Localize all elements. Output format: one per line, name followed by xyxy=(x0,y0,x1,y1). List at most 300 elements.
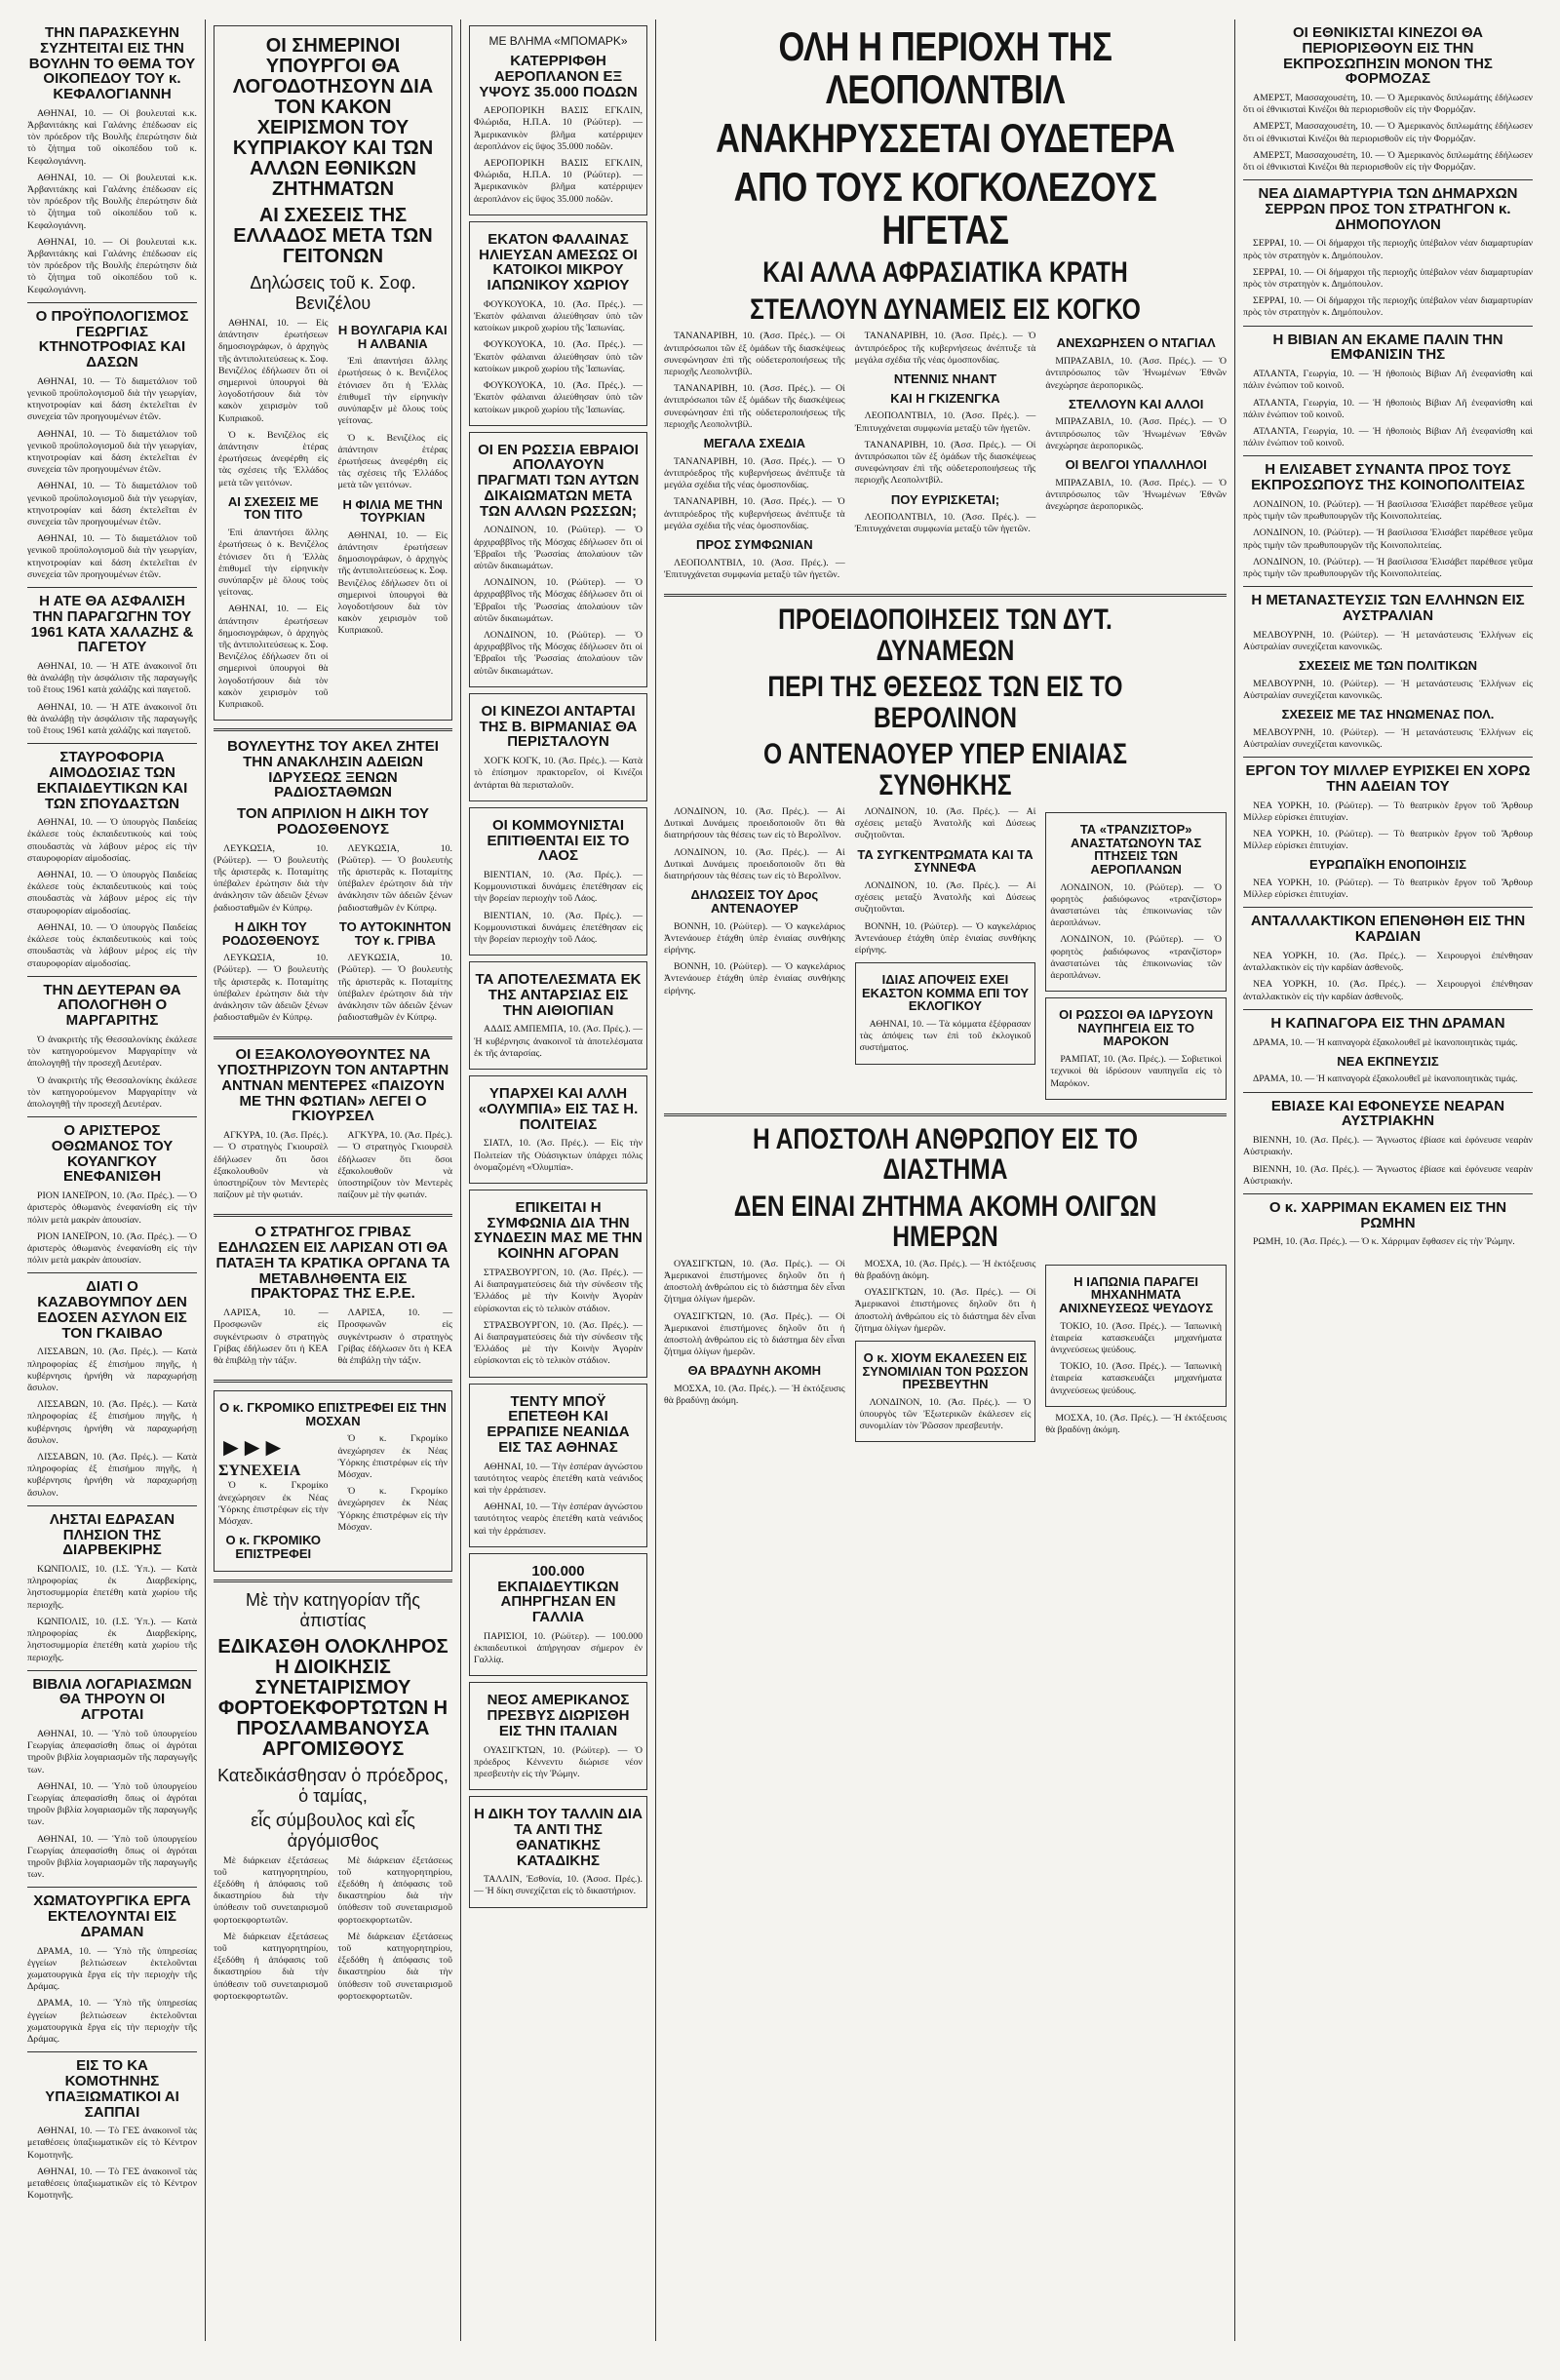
article-text: ΛΕΟΠΟΛΝΤΒΙΛ, 10. (Ἀσσ. Πρές.). — Ἐπιτυγχάνεται συμφωνία μεταξὺ τῶν ἡγετῶν. xyxy=(854,410,1036,434)
article-text: ΣΤΡΑΣΒΟΥΡΓΟΝ, 10. (Ἀσ. Πρές.). — Αἱ διαπραγματεύσεις διὰ τὴν σύνδεσιν τῆς Ἑλλάδος μὲ τὴν Κοινὴν Ἀγορὰν εὑρίσκονται εἰς τὸ τελικὸν στάδιον. xyxy=(474,1319,643,1367)
article xyxy=(469,1075,647,1184)
section-heading: ΘΑ ΒΡΑΔΥΝΗ ΑΚΟΜΗ xyxy=(687,1363,822,1379)
headline: ΣΤΑΥΡΟΦΟΡΙΑ ΑΙΜΟΔΟΣΙΑΣ ΤΩΝ ΕΚΠΑΙΔΕΥΤΙΚΩΝ ΚΑΙ ΤΩΝ ΣΠΟΥΔΑΣΤΩΝ xyxy=(36,749,188,812)
continuation-label: ΣΥΝΕΧΕΙΑ xyxy=(218,1463,301,1480)
banner-article xyxy=(664,25,1227,586)
article xyxy=(469,807,647,956)
article-text: ΔΡΑΜΑ, 10. — Ὑπὸ τῆς ὑπηρεσίας ἐγγείων βελτιώσεων ἐκτελοῦνται χωματουργικὰ ἔργα εἰς τὴν περιοχὴν τῆς Δράμας. xyxy=(27,1945,197,1993)
lead-body-right xyxy=(338,318,448,716)
column-3 xyxy=(460,20,655,2341)
article xyxy=(27,1279,197,1499)
article-text: ΑΘΗΝΑΙ, 10. — Ἡ ΑΤΕ ἀνακοινοῖ ὅτι θὰ ἀναλάβῃ τὴν ἀσφάλισιν τῆς παραγωγῆς τοῦ ἔτους 1961 κατὰ χαλάζης καὶ παγετοῦ. xyxy=(27,701,197,737)
article-text: ΦΟΥΚΟΥΟΚΑ, 10. (Ἀσ. Πρές.). — Ἑκατὸν φάλαιναι ἀλιεύθησαν ὑπὸ τῶν κατοίκων μικροῦ χωρίου τῆς Ἰαπωνίας. xyxy=(474,298,643,334)
article xyxy=(27,2058,197,2202)
headline: ΟΙ ΡΩΣΣΟΙ ΘΑ ΙΔΡΥΣΟΥΝ ΝΑΥΠΗΓΕΙΑ ΕΙΣ ΤΟ ΜΑΡΟΚΟΝ xyxy=(1059,1007,1214,1049)
article xyxy=(469,25,647,215)
headline: ΚΑΤΕΡΡΙΦΘΗ ΑΕΡΟΠΛΑΝΟΝ ΕΞ ΥΨΟΥΣ 35.000 ΠΟΔΩΝ xyxy=(479,53,638,100)
headline: ΕΙΣ ΤΟ ΚΑ ΚΟΜΟΤΗΝΗΣ ΥΠΑΞΙΩΜΑΤΙΚΟΙ ΑΙ ΣΑΠΠΑΙ xyxy=(45,2057,179,2121)
banner-headline-line1: ΟΛΗ Η ΠΕΡΙΟΧΗ ΤΗΣ ΛΕΟΠΟΛΝΤΒΙΛ xyxy=(778,23,1112,113)
article-text: Ὁ κ. Γκρομίκο ἀνεχώρησεν ἐκ Νέας Ὑόρκης ἐπιστρέφων εἰς τὴν Μόσχαν. xyxy=(218,1480,329,1528)
headline: ΟΙ ΕΘΝΙΚΙΣΤΑΙ ΚΙΝΕΖΟΙ ΘΑ ΠΕΡΙΟΡΙΣΘΟΥΝ ΕΙΣ ΤΗΝ ΕΚΠΡΟΣΩΠΗΣΙΝ ΜΟΝΟΝ ΤΗΣ ΦΟΡΜΟΖΑΣ xyxy=(1283,24,1493,88)
headline: ΑΝΤΑΛΛΑΚΤΙΚΟΝ ΕΠΕΝΘΗΘΗ ΕΙΣ ΤΗΝ ΚΑΡΔΙΑΝ xyxy=(1250,913,1526,946)
section-heading: ΤΑ ΣΥΓΚΕΝΤΡΩΜΑΤΑ ΚΑΙ ΤΑ ΣΥΝΝΕΦΑ xyxy=(857,846,1034,876)
deck: Κατεδικάσθησαν ὁ πρόεδρος, ὁ ταμίας, xyxy=(217,1765,448,1806)
headline: Η ΕΛΙΣΑΒΕΤ ΣΥΝΑΝΤΑ ΠΡΟΣ ΤΟΥΣ ΕΚΠΡΟΣΩΠΟΥΣ ΤΗΣ ΚΟΙΝΟΠΟΛΙΤΕΙΑΣ xyxy=(1251,461,1525,494)
section-heading: ΑΝΕΧΩΡΗΣΕΝ Ο ΝΤΑΓΙΑΛ xyxy=(1056,335,1216,351)
divider xyxy=(1243,757,1533,758)
article-text: ΑΜΕΡΣΤ, Μασσαχουσέτη, 10. — Ὁ Ἀμερικανὸς διπλωμάτης ἐδήλωσεν ὅτι οἱ ἐθνικισταὶ Κινέζοι θὰ περιορισθοῦν εἰς τὴν Φορμόζαν. xyxy=(1243,93,1533,116)
article-text: ΛΟΝΔΙΝΟΝ, 10. (Ρώϋτερ). — Ὁ φορητὸς ῥαδιόφωνος «τρανζίστορ» ἀναστατώνει τὰς ἐπικοινωνίας τῶν ἀεροπλάνων. xyxy=(1050,934,1222,981)
headline: ΕΒΙΑΣΕ ΚΑΙ ΕΦΟΝΕΥΣΕ ΝΕΑΡΑΝ ΑΥΣΤΡΙΑΚΗΝ xyxy=(1270,1097,1505,1130)
article-text: ΤΑΝΑΝΑΡΙΒΗ, 10. (Ἀσσ. Πρές.). — Ὁ ἀντιπρόεδρος τῆς κυβερνήσεως ἀνέπτυξε τὰ μεγάλα σχέδια τῆς νέας ὁμοσπονδίας. xyxy=(854,331,1036,366)
article-text: ΜΟΣΧΑ, 10. (Ἀσ. Πρές.). — Ἡ ἐκτόξευσις θὰ βραδύνῃ ἀκόμη. xyxy=(1045,1412,1227,1436)
section-heading: ΣΤΕΛΛΟΥΝ ΚΑΙ ΑΛΛΟΙ xyxy=(1068,396,1204,411)
article-text: ΔΡΑΜΑ, 10. — Ὑπὸ τῆς ὑπηρεσίας ἐγγείων βελτιώσεων ἐκτελοῦνται χωματουργικὰ ἔργα εἰς τὴν περιοχὴν τῆς Δράμας. xyxy=(27,1998,197,2046)
divider xyxy=(27,1887,197,1888)
article xyxy=(469,1796,647,1907)
article-text: ΑΘΗΝΑΙ, 10. — Ὑπὸ τοῦ ὑπουργείου Γεωργίας ἀπεφασίσθη ὅπως οἱ ἀγρόται τηροῦν βιβλία λογαριασμῶν τῆς παραγωγῆς των. xyxy=(27,1780,197,1828)
article-text: Ὁ ἀνακριτὴς τῆς Θεσσαλονίκης ἐκάλεσε τὸν κατηγορούμενον Μαργαρίτην νὰ ἀπολογηθῇ τὴν προσεχῆ Δευτέραν. xyxy=(27,1074,197,1110)
divider xyxy=(27,302,197,303)
lead-deck: Δηλώσεις τοῦ κ. Σοφ. Βενιζέλου xyxy=(250,273,416,313)
article-text: ΣΕΡΡΑΙ, 10. — Οἱ δήμαρχοι τῆς περιοχῆς ὑπέβαλον νέαν διαμαρτυρίαν πρὸς τὸν στρατηγὸν κ. Δημόπουλον. xyxy=(1243,238,1533,261)
article-text: ΛΙΣΣΑΒΩΝ, 10. (Ἀσ. Πρές.). — Κατὰ πληροφορίας ἐξ ἐπισήμου πηγῆς, ἡ κυβέρνησις ἠρνήθη νὰ παραχωρήσῃ ἄσυλον. xyxy=(27,1452,197,1499)
article-text: ΔΡΑΜΑ, 10. — Ἡ καπναγορὰ ἐξακολουθεῖ μὲ ἱκανοποιητικὰς τιμάς. xyxy=(1253,1036,1518,1048)
article xyxy=(469,1384,647,1547)
article-text: Ὁ κ. Γκρομίκο ἀνεχώρησεν ἐκ Νέας Ὑόρκης ἐπιστρέφων εἰς τὴν Μόσχαν. xyxy=(337,1433,448,1481)
article-text: ΜΕΛΒΟΥΡΝΗ, 10. (Ρώϋτερ). — Ἡ μετανάστευσις Ἑλλήνων εἰς Αὐστραλίαν συνεχίζεται κανονικῶς. xyxy=(1243,629,1533,652)
berlin-article xyxy=(664,605,1227,1106)
lead-subheadline: ΑΙ ΣΧΕΣΕΙΣ ΤΗΣ ΕΛΛΑΔΟΣ ΜΕΤΑ ΤΩΝ ΓΕΙΤΟΝΩΝ xyxy=(233,205,433,267)
banner-headline-line2: ΑΝΑΚΗΡΥΣΣΕΤΑΙ ΟΥΔΕΤΕΡΑ xyxy=(716,115,1175,162)
headline: ΙΔΙΑΣ ΑΠΟΨΕΙΣ ΕΧΕΙ ΕΚΑΣΤΟΝ ΚΟΜΜΑ ΕΠΙ ΤΟΥ ΕΚΛΟΓΙΚΟΥ xyxy=(861,972,1030,1014)
column-5 xyxy=(1234,20,1540,2341)
article xyxy=(27,1512,197,1664)
headline: ΔΙΑΤΙ Ο ΚΑΖΑΒΟΥΜΠΟΥ ΔΕΝ ΕΔΟΣΕΝ ΑΣΥΛΟΝ ΕΙΣ ΤΟΝ ΓΚΑΙΒΑΟ xyxy=(37,1278,187,1342)
berlin-col-1 xyxy=(664,806,845,1106)
section-heading: Ο κ. ΓΚΡΟΜΙΚΟ ΕΠΙΣΤΡΕΦΕΙ xyxy=(225,1533,322,1561)
article-text: ΛΟΝΔΙΝΟΝ, 10. (Ρώϋτερ). — Ὁ ἀρχιραββῖνος τῆς Μόσχας ἐδήλωσεν ὅτι οἱ Ἑβραῖοι τῆς Ῥωσσίας ἀπολαύουν τῶν αὐτῶν δικαιωμάτων. xyxy=(474,525,643,572)
article xyxy=(469,961,647,1070)
subheadline: ΤΟΝ ΑΠΡΙΛΙΟΝ Η ΔΙΚΗ ΤΟΥ ΡΟΔΟΣΘΕΝΟΥΣ xyxy=(236,805,430,838)
article xyxy=(469,693,647,801)
article xyxy=(214,739,452,1029)
deck: εἷς σύμβουλος καὶ εἷς ἀργόμισθος xyxy=(251,1810,415,1851)
article-text: ΛΟΝΔΙΝΟΝ, 10. (Ρώϋτερ). — Ἡ βασίλισσα Ἐλισάβετ παρέθεσε γεῦμα πρὸς τιμὴν τῶν πρωθυπουργῶν τῆς Κοινοπολιτείας. xyxy=(1243,498,1533,523)
banner-headline-line3: ΑΠΟ ΤΟΥΣ ΚΟΓΚΟΛΕΖΟΥΣ ΗΓΕΤΑΣ xyxy=(733,164,1157,254)
article-text: Ἐπὶ ἀπαντήσει ἄλλης ἐρωτήσεως ὁ κ. Βενιζέλος ἐτόνισεν ὅτι ἡ Ἑλλὰς ἐπιθυμεῖ τὴν εἰρηνικὴν συνύπαρξιν μὲ ὅλους τοὺς γείτονας. xyxy=(337,356,448,427)
article-text: ΝΕΑ ΥΟΡΚΗ, 10. (Ἀσ. Πρές.). — Χειρουργοὶ ἐπένθησαν ἀνταλλακτικὸν εἰς τὴν καρδίαν ἀσθενοῦς. xyxy=(1243,979,1533,1002)
section-heading: ΟΙ ΒΕΛΓΟΙ ΥΠΑΛΛΗΛΟΙ xyxy=(1065,456,1207,472)
headline: ΟΙ ΕΞΑΚΟΛΟΥΘΟΥΝΤΕΣ ΝΑ ΥΠΟΣΤΗΡΙΖΟΥΝ ΤΟΝ ΑΝΤΑΡΤΗΝ ΑΝΤΝΑΝ ΜΕΝΤΕΡΕΣ «ΠΑΙΖΟΥΝ ΜΕ ΤΗΝ ΦΩΤΙΑΝ» ΛΕΓΕΙ Ο ΓΚΙΟΥΡΣΕΛ xyxy=(216,1046,449,1125)
berlin-headline-line3: Ο ΑΝΤΕΝΑΟΥΕΡ ΥΠΕΡ ΕΝΙΑΙΑΣ ΣΥΝΘΗΚΗΣ xyxy=(763,738,1127,801)
divider xyxy=(27,976,197,977)
article-text: Ὁ κ. Βενιζέλος εἰς ἀπάντησιν ἑτέρας ἐρωτήσεως ἀνεφέρθη εἰς τὰς σχέσεις τῆς Ἑλλάδος μετὰ τῶν γειτόνων. xyxy=(218,429,329,488)
article-text: ΡΙΟΝ ΙΑΝΕΪΡΟΝ, 10. (Ἀσ. Πρές.). — Ὁ ἀριστερὸς ὀθωμανὸς ἐνεφανίσθη εἰς τὴν πόλιν μετὰ μακρὰν ἀπουσίαν. xyxy=(27,1230,197,1267)
divider xyxy=(1243,326,1533,327)
section-heading: Η ΔΙΚΗ ΤΟΥ ΡΟΔΟΣΘΕΝΟΥΣ xyxy=(221,918,320,948)
divider xyxy=(1243,1193,1533,1194)
banner-body-col-1 xyxy=(664,331,845,586)
article-text: Μὲ διάρκειαν ἐξετάσεως τοῦ κατηγορητηρίου, ἐξεδόθη ἡ ἀπόφασις τοῦ δικαστηρίου διὰ τὴν ὑπόθεσιν τοῦ συνεταιρισμοῦ φορτοεκφορτωτῶν. xyxy=(214,1931,329,2002)
article-text: ΟΥΑΣΙΓΚΤΩΝ, 10. (Ἀσ. Πρές.). — Οἱ Ἀμερικανοὶ ἐπιστήμονες δηλοῦν ὅτι ἡ ἀποστολὴ ἀνθρώπου εἰς τὸ διάστημα δὲν εἶναι ζήτημα ὀλίγων ἡμερῶν. xyxy=(854,1287,1036,1334)
article-text: ΑΤΛΑΝΤΑ, Γεωργία, 10. — Ἡ ἠθοποιὸς Βίβιαν Λῆ ἐνεφανίσθη καὶ πάλιν ἐνώπιον τοῦ κοινοῦ. xyxy=(1243,369,1533,392)
article-text: Μὲ διάρκειαν ἐξετάσεως τοῦ κατηγορητηρίου, ἐξεδόθη ἡ ἀπόφασις τοῦ δικαστηρίου διὰ τὴν ὑπόθεσιν τοῦ συνεταιρισμοῦ φορτοεκφορτωτῶν. xyxy=(337,1931,452,2002)
headline: ΕΠΙΚΕΙΤΑΙ Η ΣΥΜΦΩΝΙΑ ΔΙΑ ΤΗΝ ΣΥΝΔΕΣΙΝ ΜΑΣ ΜΕ ΤΗΝ ΚΟΙΝΗΝ ΑΓΟΡΑΝ xyxy=(474,1198,643,1263)
divider xyxy=(214,728,452,731)
headline: ΕΡΓΟΝ ΤΟΥ ΜΙΛΛΕΡ ΕΥΡΙΣΚΕΙ ΕΝ ΧΟΡΩ ΤΗΝ ΑΔΕΙΑΝ ΤΟΥ xyxy=(1245,762,1531,795)
article xyxy=(1045,997,1227,1100)
article xyxy=(1045,1265,1227,1407)
article-text: ΡΑΜΠΑΤ, 10. (Ἀσ. Πρές.). — Σοβιετικοὶ τεχνικοὶ θὰ ἱδρύσουν ναυπηγεῖα εἰς τὸ Μαρόκον. xyxy=(1050,1054,1222,1089)
article-text: ΑΘΗΝΑΙ, 10. — Τὸ ΓΕΣ ἀνακοινοῖ τὰς μεταθέσεις ὑπαξιωματικῶν εἰς τὸ Κέντρον Κομοτηνῆς. xyxy=(27,2165,197,2202)
kicker: Μὲ τὴν κατηγορίαν τῆς ἀπιστίας xyxy=(246,1589,420,1630)
article-text: ΤΑΝΑΝΑΡΙΒΗ, 10. (Ἀσσ. Πρές.). — Ὁ ἀντιπρόεδρος τῆς κυβερνήσεως ἀνέπτυξε τὰ μεγάλα σχέδια τῆς νέας ὁμοσπονδίας. xyxy=(664,455,845,491)
article-text: ΤΟΚΙΟ, 10. (Ἀσσ. Πρές.). — Ἰαπωνικὴ ἑταιρεία κατασκευάζει μηχανήματα ἀνιχνεύσεως ψεύδους. xyxy=(1050,1361,1222,1396)
article-text: ΑΘΗΝΑΙ, 10. — Τὸ διαμετάλιον τοῦ γενικοῦ προϋπολογισμοῦ διὰ τὴν γεωργίαν, κτηνοτροφίαν καὶ δάση ἐκτελεῖται ἐν συνεχεία τῶν προηγουμένων ἐτῶν. xyxy=(27,428,197,476)
article-text: ΛΕΟΠΟΛΝΤΒΙΛ, 10. (Ἀσσ. Πρές.). — Ἐπιτυγχάνεται συμφωνία μεταξὺ τῶν ἡγετῶν. xyxy=(854,512,1036,535)
article xyxy=(1045,812,1227,992)
headline: ΝΕΑ ΔΙΑΜΑΡΤΥΡΙΑ ΤΩΝ ΔΗΜΑΡΧΩΝ ΣΕΡΡΩΝ ΠΡΟΣ ΤΟΝ ΣΤΡΑΤΗΓΟΝ κ. ΔΗΜΟΠΟΥΛΟΝ xyxy=(1258,185,1518,233)
headline: Ο κ. ΧΙΟΥΜ ΕΚΑΛΕΣΕΝ ΕΙΣ ΣΥΝΟΜΙΛΙΑΝ ΤΟΝ ΡΩΣΣΟΝ ΠΡΕΣΒΕΥΤΗΝ xyxy=(862,1349,1029,1392)
article-text: ΛΟΝΔΙΝΟΝ, 10. (Ἀσ. Πρές.). — Αἱ Δυτικαὶ Δυνάμεις προειδοποιοῦν ὅτι θὰ διατηρήσουν τὰς θέσεις των εἰς τὸ Βερολῖνον. xyxy=(664,806,845,841)
article xyxy=(1243,763,1533,901)
berlin-body-columns xyxy=(664,806,1227,1106)
article-text: Ἐπὶ ἀπαντήσει ἄλλης ἐρωτήσεως ὁ κ. Βενιζέλος ἐτόνισεν ὅτι ἡ Ἑλλὰς ἐπιθυμεῖ τὴν εἰρηνικὴν συνύπαρξιν μὲ ὅλους τοὺς γείτονας. xyxy=(218,527,329,599)
article-text: ΑΘΗΝΑΙ, 10. — Ὑπὸ τοῦ ὑπουργείου Γεωργίας ἀπεφασίσθη ὅπως οἱ ἀγρόται τηροῦν βιβλία λογαριασμῶν τῆς παραγωγῆς των. xyxy=(27,1833,197,1881)
article-columns xyxy=(218,1433,448,1566)
article xyxy=(1243,914,1533,1002)
headline: ΤΕΝΤΥ ΜΠΟΫ ΕΠΕΤΕΘΗ ΚΑΙ ΕΡΡΑΠΙΣΕ ΝΕΑΝΙΔΑ ΕΙΣ ΤΑΣ ΑΘΗΝΑΣ xyxy=(487,1392,630,1456)
lead-article xyxy=(214,25,452,721)
headline: 100.000 ΕΚΠΑΙΔΕΥΤΙΚΩΝ ΑΠΗΡΓΗΣΑΝ ΕΝ ΓΑΛΛΙΑ xyxy=(497,1562,619,1626)
divider xyxy=(27,1505,197,1506)
article-text: ΑΘΗΝΑΙ, 10. — Τὸ διαμετάλιον τοῦ γενικοῦ προϋπολογισμοῦ διὰ τὴν γεωργίαν, κτηνοτροφίαν καὶ δάση ἐκτελεῖται ἐν συνεχεία τῶν προηγουμένων ἐτῶν. xyxy=(27,481,197,528)
headline: ΧΩΜΑΤΟΥΡΓΙΚΑ ΕΡΓΑ ΕΚΤΕΛΟΥΝΤΑΙ ΕΙΣ ΔΡΑΜΑΝ xyxy=(33,1892,191,1940)
article-text: ΦΟΥΚΟΥΟΚΑ, 10. (Ἀσ. Πρές.). — Ἑκατὸν φάλαιναι ἀλιεύθησαν ὑπὸ τῶν κατοίκων μικροῦ χωρίου τῆς Ἰαπωνίας. xyxy=(474,339,643,374)
article-columns xyxy=(214,1855,452,2008)
section-heading: ΠΟΥ ΕΥΡΙΣΚΕΤΑΙ; xyxy=(890,491,1000,507)
article xyxy=(469,1553,647,1677)
article xyxy=(27,1123,197,1267)
berlin-headline-line2: ΠΕΡΙ ΤΗΣ ΘΕΣΕΩΣ ΤΩΝ ΕΙΣ ΤΟ ΒΕΡΟΛΙΝΟΝ xyxy=(767,671,1123,734)
article-text: ΑΘΗΝΑΙ, 10. — Εἰς ἀπάντησιν ἐρωτήσεων δημοσιογράφων, ὁ ἀρχηγὸς τῆς ἀντιπολιτεύσεως κ. Σοφ. Βενιζέλος ἐδήλωσεν ὅτι οἱ σημερινοὶ ὑπουργοὶ θὰ λογοδοτήσουν διὰ τὸν κακὸν χειρισμὸν τοῦ Κυπριακοῦ. xyxy=(218,318,329,424)
article-text: ΡΙΟΝ ΙΑΝΕΪΡΟΝ, 10. (Ἀσ. Πρές.). — Ὁ ἀριστερὸς ὀθωμανὸς ἐνεφανίσθη εἰς τὴν πόλιν μετὰ μακρὰν ἀπουσίαν. xyxy=(27,1190,197,1226)
article xyxy=(469,221,647,426)
space-col-3 xyxy=(1045,1259,1227,1449)
article-text: ΛΕΥΚΩΣΙΑ, 10. (Ρώϋτερ). — Ὁ βουλευτὴς τῆς ἀριστερᾶς κ. Ποταμίτης ὑπέβαλεν ἐρώτησιν διὰ τὴν ἀνάκλησιν τῶν ἀδειῶν ξένων ῥαδιοσταθμῶν ἐν Κύπρῳ. xyxy=(214,842,329,914)
article-text: ΑΤΛΑΝΤΑ, Γεωργία, 10. — Ἡ ἠθοποιὸς Βίβιαν Λῆ ἐνεφανίσθη καὶ πάλιν ἐνώπιον τοῦ κοινοῦ. xyxy=(1243,397,1533,420)
space-headline-line2: ΔΕΝ ΕΙΝΑΙ ΖΗΤΗΜΑ ΑΚΟΜΗ ΟΛΙΓΩΝ ΗΜΕΡΩΝ xyxy=(733,1190,1157,1254)
article-text: ΟΥΑΣΙΓΚΤΩΝ, 10. (Ἀσ. Πρές.). — Οἱ Ἀμερικανοὶ ἐπιστήμονες δηλοῦν ὅτι ἡ ἀποστολὴ ἀνθρώπου εἰς τὸ διάστημα δὲν εἶναι ζήτημα ὀλίγων ἡμερῶν. xyxy=(664,1258,845,1306)
headline: Ο ΣΤΡΑΤΗΓΟΣ ΓΡΙΒΑΣ ΕΔΗΛΩΣΕΝ ΕΙΣ ΛΑΡΙΣΑΝ ΟΤΙ ΘΑ ΠΑΤΑΞΗ ΤΑ ΚΡΑΤΙΚΑ ΟΡΓΑΝΑ ΤΑ ΜΕΤΑΒΛΗΘΕΝΤΑ ΕΙΣ ΠΡΑΚΤΟΡΑΣ ΤΗΣ Ε.Ρ.Ε. xyxy=(215,1224,450,1303)
article-text: ΑΘΗΝΑΙ, 10. — Εἰς ἀπάντησιν ἐρωτήσεων δημοσιογράφων, ὁ ἀρχηγὸς τῆς ἀντιπολιτεύσεως κ. Σοφ. Βενιζέλος ἐδήλωσεν ὅτι οἱ σημερινοὶ ὑπουργοὶ θὰ λογοδοτήσουν διὰ τὸν κακὸν χειρισμὸν τοῦ Κυπριακοῦ. xyxy=(218,604,329,710)
divider xyxy=(1243,179,1533,180)
article xyxy=(1243,1099,1533,1188)
article-text: ΑΘΗΝΑΙ, 10. — Τὰ κόμματα ἐξέφρασαν τὰς ἀπόψεις των ἐπὶ τοῦ ἐκλογικοῦ συστήματος. xyxy=(859,1019,1032,1054)
article xyxy=(27,1893,197,2046)
article xyxy=(27,309,197,581)
article-text: ΑΘΗΝΑΙ, 10. — Τὴν ἑσπέραν ἀγνώστου ταυτότητος νεαρὸς ἐπετέθη κατὰ νεάνιδος καὶ τὴν ἐρράπισεν. xyxy=(474,1502,643,1537)
article-text: ΜΟΣΧΑ, 10. (Ἀσ. Πρές.). — Ἡ ἐκτόξευσις θὰ βραδύνῃ ἀκόμη. xyxy=(664,1383,845,1407)
article xyxy=(214,1390,452,1571)
article-text: ΑΘΗΝΑΙ, 10. — Ὑπὸ τοῦ ὑπουργείου Γεωργίας ἀπεφασίσθη ὅπως οἱ ἀγρόται τηροῦν βιβλία λογαριασμῶν τῆς παραγωγῆς των. xyxy=(27,1728,197,1775)
banner-body-col-3 xyxy=(1045,331,1227,586)
article-text: ΛΟΝΔΙΝΟΝ, 10. (Ρώϋτερ). — Ὁ ἀρχιραββῖνος τῆς Μόσχας ἐδήλωσεν ὅτι οἱ Ἑβραῖοι τῆς Ῥωσσίας ἀπολαύουν τῶν αὐτῶν δικαιωμάτων. xyxy=(474,630,643,677)
article-text: ΒΟΝΝΗ, 10. (Ρώϋτερ). — Ὁ καγκελάριος Ἀντενάουερ ἐτάχθη ὑπὲρ ἑνιαίας συνθήκης εἰρήνης. xyxy=(664,920,845,956)
divider xyxy=(27,1116,197,1117)
article xyxy=(214,1225,452,1372)
headline: ΕΔΙΚΑΣΘΗ ΟΛΟΚΛΗΡΟΣ Η ΔΙΟΙΚΗΣΙΣ ΣΥΝΕΤΑΙΡΙΣΜΟΥ ΦΟΡΤΟΕΚΦΟΡΤΩΤΩΝ Η ΠΡΟΣΛΑΜΒΑΝΟΥΣΑ ΑΡΓΟΜΙΣΘΟΥΣ xyxy=(217,1635,448,1760)
article xyxy=(855,1341,1036,1443)
divider xyxy=(1243,907,1533,908)
headline: Η ΚΑΠΝΑΓΟΡΑ ΕΙΣ ΤΗΝ ΔΡΑΜΑΝ xyxy=(1270,1014,1505,1032)
divider xyxy=(1243,1009,1533,1010)
article xyxy=(1243,593,1533,751)
space-body-columns xyxy=(664,1259,1227,1449)
article xyxy=(855,962,1036,1065)
article-text: ΑΜΕΡΣΤ, Μασσαχουσέτη, 10. — Ὁ Ἀμερικανὸς διπλωμάτης ἐδήλωσεν ὅτι οἱ ἐθνικισταὶ Κινέζοι θὰ περιορισθοῦν εἰς τὴν Φορμόζαν. xyxy=(1243,149,1533,174)
article-col-right xyxy=(338,843,453,1030)
article xyxy=(1243,462,1533,580)
article-text: ΤΑΝΑΝΑΡΙΒΗ, 10. (Ἀσσ. Πρές.). — Ὁ ἀντιπρόεδρος τῆς κυβερνήσεως ἀνέπτυξε τὰ μεγάλα σχέδια τῆς νέας ὁμοσπονδίας. xyxy=(664,496,845,531)
section-heading: ΣΧΕΣΕΙΣ ΜΕ ΤΑΣ ΗΝΩΜΕΝΑΣ ΠΟΛ. xyxy=(1281,707,1495,722)
article-text: ΑΘΗΝΑΙ, 10. — Τὸ διαμετάλιον τοῦ γενικοῦ προϋπολογισμοῦ διὰ τὴν γεωργίαν, κτηνοτροφίαν καὶ δάση ἐκτελεῖται ἐν συνεχεία τῶν προηγουμένων ἐτῶν. xyxy=(27,375,197,423)
lead-body-columns xyxy=(218,318,448,716)
newspaper-page xyxy=(20,20,1540,2341)
article-text: Μὲ διάρκειαν ἐξετάσεως τοῦ κατηγορητηρίου, ἐξεδόθη ἡ ἀπόφασις τοῦ δικαστηρίου διὰ τὴν ὑπόθεσιν τοῦ συνεταιρισμοῦ φορτοεκφορτωτῶν. xyxy=(337,1854,452,1926)
arrow-icon: ►►► xyxy=(218,1433,283,1463)
headline: ΤΗΝ ΔΕΥΤΕΡΑΝ ΘΑ ΑΠΟΛΟΓΗΘΗ Ο ΜΑΡΓΑΡΙΤΗΣ xyxy=(43,981,181,1030)
section-heading: ΔΗΛΩΣΕΙΣ ΤΟΥ Δρος ΑΝΤΕΝΑΟΥΕΡ xyxy=(690,887,819,916)
article-text: ΑΘΗΝΑΙ, 10. — Τὸ ΓΕΣ ἀνακοινοῖ τὰς μεταθέσεις ὑπαξιωματικῶν εἰς τὸ Κέντρον Κομοτηνῆς. xyxy=(27,2126,197,2161)
lead-headline: ΟΙ ΣΗΜΕΡΙΝΟΙ ΥΠΟΥΡΓΟΙ ΘΑ ΛΟΓΟΔΟΤΗΣΟΥΝ ΔΙΑ ΤΟΝ ΚΑΚΟΝ ΧΕΙΡΙΣΜΟΝ ΤΟΥ ΚΥΠΡΙΑΚΟΥ ΚΑΙ ΤΩΝ ΑΛΛΩΝ ΕΘΝΙΚΩΝ ΖΗΤΗΜΑΤΩΝ xyxy=(232,35,434,200)
article-text: ΛΕΥΚΩΣΙΑ, 10. (Ρώϋτερ). — Ὁ βουλευτὴς τῆς ἀριστερᾶς κ. Ποταμίτης ὑπέβαλεν ἐρώτησιν διὰ τὴν ἀνάκλησιν τῶν ἀδειῶν ξένων ῥαδιοσταθμῶν ἐν Κύπρῳ. xyxy=(337,953,452,1024)
headline: ΟΙ ΕΝ ΡΩΣΣΙΑ ΕΒΡΑΙΟΙ ΑΠΟΛΑΥΟΥΝ ΠΡΑΓΜΑΤΙ ΤΩΝ ΑΥΤΩΝ ΔΙΚΑΙΩΜΑΤΩΝ ΜΕΤΑ ΤΩΝ ΑΛΛΩΝ ΡΩΣΣΩΝ; xyxy=(477,441,640,520)
column-1 xyxy=(20,20,205,2341)
headline: Ο ΑΡΙΣΤΕΡΟΣ ΟΘΩΜΑΝΟΣ ΤΟΥ ΚΟΥΑΝΓΚΟΥ ΕΝΕΦΑΝΙΣΘΗ xyxy=(51,1122,174,1186)
article-text: ΣΙΑΤΛ, 10. (Ἀσ. Πρές.). — Εἰς τὴν Πολιτείαν τῆς Οὐάσιγκτων ὑπάρχει πόλις ὀνομαζομένη «Ὀλυμπία». xyxy=(474,1138,643,1173)
article-text: ΝΕΑ ΥΟΡΚΗ, 10. (Ρώϋτερ). — Τὸ θεατρικὸν ἔργον τοῦ Ἄρθουρ Μίλλερ εὑρίσκει ἐπιτυχίαν. xyxy=(1243,800,1533,823)
headline: ΕΚΑΤΟΝ ΦΑΛΑΙΝΑΣ ΗΛΙΕΥΣΑΝ ΑΜΕΣΩΣ ΟΙ ΚΑΤΟΙΚΟΙ ΜΙΚΡΟΥ ΙΑΠΩΝΙΚΟΥ ΧΩΡΙΟΥ xyxy=(479,230,638,294)
article-text: ΑΘΗΝΑΙ, 10. — Οἱ βουλευταὶ κ.κ. Ἀρβανιτάκης καὶ Γαλάνης ἐπέδωσαν εἰς τὸν πρόεδρον τῆς Βουλῆς ἐπερώτησιν διὰ τὸ ζήτημα τοῦ οἰκοπέδου τοῦ κ. Κεφαλογιάννη. xyxy=(27,172,197,231)
banner-subheadline-line1: ΚΑΙ ΑΛΛΑ ΑΦΡΑΣΙΑΤΙΚΑ ΚΡΑΤΗ xyxy=(762,256,1128,290)
article xyxy=(469,1682,647,1790)
article-col-left xyxy=(214,843,329,1030)
article-text: ΛΟΝΔΙΝΟΝ, 10. (Ἀσ. Πρές.). — Αἱ σχέσεις μεταξὺ Ἀνατολῆς καὶ Δύσεως συζητοῦνται. xyxy=(854,806,1036,841)
column-4 xyxy=(655,20,1234,2341)
berlin-headline-line1: ΠΡΟΕΙΔΟΠΟΙΗΣΕΙΣ ΤΩΝ ΔΥΤ. ΔΥΝΑΜΕΩΝ xyxy=(778,604,1112,667)
article-text: ΛΕΥΚΩΣΙΑ, 10. (Ρώϋτερ). — Ὁ βουλευτὴς τῆς ἀριστερᾶς κ. Ποταμίτης ὑπέβαλεν ἐρώτησιν διὰ τὴν ἀνάκλησιν τῶν ἀδειῶν ξένων ῥαδιοσταθμῶν ἐν Κύπρῳ. xyxy=(337,842,452,914)
article-col-left xyxy=(218,1433,329,1566)
article-text: ΑΘΗΝΑΙ, 10. — Ὁ ὑπουργὸς Παιδείας ἐκάλεσε τοὺς ἐκπαιδευτικοὺς καὶ τοὺς σπουδαστὰς νὰ λάβουν μέρος εἰς τὴν σταυροφορίαν αἱμοδοσίας. xyxy=(27,870,197,917)
article-text: ΛΟΝΔΙΝΟΝ, 10. (Ρώϋτερ). — Ἡ βασίλισσα Ἐλισάβετ παρέθεσε γεῦμα πρὸς τιμὴν τῶν πρωθυπουργῶν τῆς Κοινοπολιτείας. xyxy=(1243,527,1533,551)
section-heading: ΤΟ ΑΥΤΟΚΙΝΗΤΟΝ ΤΟΥ κ. ΓΡΙΒΑ xyxy=(338,918,451,948)
article-text: ΦΟΥΚΟΥΟΚΑ, 10. (Ἀσ. Πρές.). — Ἑκατὸν φάλαιναι ἀλιεύθησαν ὑπὸ τῶν κατοίκων μικροῦ χωρίου τῆς Ἰαπωνίας. xyxy=(474,380,643,415)
article-text: ΑΘΗΝΑΙ, 10. — Ὁ ὑπουργὸς Παιδείας ἐκάλεσε τοὺς ἐκπαιδευτικοὺς καὶ τοὺς σπουδαστὰς νὰ λάβουν μέρος εἰς τὴν σταυροφορίαν αἱμοδοσίας. xyxy=(27,921,197,969)
article xyxy=(214,1590,452,2008)
article-text: ΟΥΑΣΙΓΚΤΩΝ, 10. (Ρώϋτερ). — Ὁ πρόεδρος Κέννεντυ διώρισε νέον πρεσβευτὴν εἰς τὴν Ῥώμην. xyxy=(474,1744,643,1780)
article-text: ΜΠΡΑΖΑΒΙΛ, 10. (Ἀσσ. Πρές.). — Ὁ ἀντιπρόσωπος τῶν Ἡνωμένων Ἐθνῶν ἀνεχώρησε ἀεροπορικῶς. xyxy=(1045,416,1227,451)
divider xyxy=(27,587,197,588)
article-text: ΚΩΝΠΟΛΙΣ, 10. (Ι.Σ. Ὑπ.). — Κατὰ πληροφορίας ἐκ Διαρβεκίρης, ληστοσυμμορία ἐπετέθη κατὰ χωρίου τῆς περιοχῆς. xyxy=(27,1616,197,1663)
headline: ΟΙ ΚΟΜΜΟΥΝΙΣΤΑΙ ΕΠΙΤΙΘΕΝΤΑΙ ΕΙΣ ΤΟ ΛΑΟΣ xyxy=(487,816,630,865)
article-text: ΒΙΕΝΤΙΑΝ, 10. (Ἀσ. Πρές.). — Κομμουνιστικαὶ δυνάμεις ἐπετέθησαν εἰς τὴν βορείαν περιοχὴν τοῦ Λάος. xyxy=(474,910,643,946)
section-heading: ΚΑΙ Η ΓΚΙΖΕΝΓΚΑ xyxy=(890,390,1000,406)
section-heading: ΑΙ ΣΧΕΣΕΙΣ ΜΕ ΤΟΝ ΤΙΤΟ xyxy=(227,493,319,523)
article-text: ΑΜΕΡΣΤ, Μασσαχουσέτη, 10. — Ὁ Ἀμερικανὸς διπλωμάτης ἐδήλωσεν ὅτι οἱ ἐθνικισταὶ Κινέζοι θὰ περιορισθοῦν εἰς τὴν Φορμόζαν. xyxy=(1243,121,1533,144)
headline: ΟΙ ΚΙΝΕΖΟΙ ΑΝΤΑΡΤΑΙ ΤΗΣ Β. ΒΙΡΜΑΝΙΑΣ ΘΑ ΠΕΡΙΣΤΑΛΟΥΝ xyxy=(479,702,638,751)
divider xyxy=(27,1670,197,1671)
article-text: ΑΔΔΙΣ ΑΜΠΕΜΠΑ, 10. (Ἀσ. Πρές.). — Ἡ κυβέρνησις ἀνακοινοῖ τὰ ἀποτελέσματα ἐκ τῆς ἀνταρσίας. xyxy=(474,1024,643,1059)
article-text: ΑΘΗΝΑΙ, 10. — Τὸ διαμετάλιον τοῦ γενικοῦ προϋπολογισμοῦ διὰ τὴν γεωργίαν, κτηνοτροφίαν καὶ δάση ἐκτελεῖται ἐν συνεχεία τῶν προηγουμένων ἐτῶν. xyxy=(27,533,197,580)
article-text: ΜΠΡΑΖΑΒΙΛ, 10. (Ἀσσ. Πρές.). — Ὁ ἀντιπρόσωπος τῶν Ἡνωμένων Ἐθνῶν ἀνεχώρησε ἀεροπορικῶς. xyxy=(1045,356,1227,391)
divider xyxy=(664,594,1227,597)
section-heading: ΜΕΓΑΛΑ ΣΧΕΔΙΑ xyxy=(703,436,806,451)
article-text: Μὲ διάρκειαν ἐξετάσεως τοῦ κατηγορητηρίου, ἐξεδόθη ἡ ἀπόφασις τοῦ δικαστηρίου διὰ τὴν ὑπόθεσιν τοῦ συνεταιρισμοῦ φορτοεκφορτωτῶν. xyxy=(214,1854,329,1926)
banner-body-col-2 xyxy=(855,331,1036,586)
section-heading: Η ΒΟΥΛΓΑΡΙΑ ΚΑΙ Η ΑΛΒΑΝΙΑ xyxy=(337,323,448,351)
article-text: ΒΙΕΝΤΙΑΝ, 10. (Ἀσ. Πρές.). — Κομμουνιστικαὶ δυνάμεις ἐπετέθησαν εἰς τὴν βορείαν περιοχὴν τοῦ Λάος. xyxy=(474,870,643,905)
headline: ΛΗΣΤΑΙ ΕΔΡΑΣΑΝ ΠΛΗΣΙΟΝ ΤΗΣ ΔΙΑΡΒΕΚΙΡΗΣ xyxy=(49,1510,176,1559)
article xyxy=(27,594,197,737)
article-text: ΝΕΑ ΥΟΡΚΗ, 10. (Ρώϋτερ). — Τὸ θεατρικὸν ἔργον τοῦ Ἄρθουρ Μίλλερ εὑρίσκει ἐπιτυχίαν. xyxy=(1243,878,1533,901)
article-text: ΛΑΡΙΣΑ, 10. — Προσφωνῶν εἰς συγκέντρωσιν ὁ στρατηγὸς Γρίβας ἐδήλωσεν ὅτι ἡ ΚΕΑ θὰ ἐπιβάλῃ τὴν τάξιν. xyxy=(337,1307,452,1366)
article-col-right xyxy=(338,1855,453,2008)
divider xyxy=(214,1380,452,1383)
article-text: ΑΕΡΟΠΟΡΙΚΗ ΒΑΣΙΣ ΕΓΚΛΙΝ, Φλώριδα, Η.Π.Α. 10 (Ρώϋτερ). — Ἀμερικανικὸν βλῆμα κατέρριψεν ἀεροπλάνον εἰς ὕψος 35.000 ποδῶν. xyxy=(474,105,643,152)
space-article xyxy=(664,1124,1227,1449)
berlin-col-2 xyxy=(855,806,1036,1106)
article-text: ΜΕΛΒΟΥΡΝΗ, 10. (Ρώϋτερ). — Ἡ μετανάστευσις Ἑλλήνων εἰς Αὐστραλίαν συνεχίζεται κανονικῶς. xyxy=(1243,678,1533,701)
article-text: ΛΟΝΔΙΝΟΝ, 10. (Ρώϋτερ). — Ἡ βασίλισσα Ἐλισάβετ παρέθεσε γεῦμα πρὸς τιμὴν τῶν πρωθυπουργῶν τῆς Κοινοπολιτείας. xyxy=(1243,556,1533,579)
article-text: ΔΡΑΜΑ, 10. — Ἡ καπναγορὰ ἐξακολουθεῖ μὲ ἱκανοποιητικὰς τιμάς. xyxy=(1253,1073,1518,1085)
section-heading: ΣΧΕΣΕΙΣ ΜΕ ΤΩΝ ΠΟΛΙΤΙΚΩΝ xyxy=(1298,658,1478,674)
article-col-left xyxy=(214,1855,329,2008)
article-text: ΑΤΛΑΝΤΑ, Γεωργία, 10. — Ἡ ἠθοποιὸς Βίβιαν Λῆ ἐνεφανίσθη καὶ πάλιν ἐνώπιον τοῦ κοινοῦ. xyxy=(1243,426,1533,449)
article xyxy=(1243,1016,1533,1086)
article-text: Ὁ ἀνακριτὴς τῆς Θεσσαλονίκης ἐκάλεσε τὸν κατηγορούμενον Μαργαρίτην νὰ ἀπολογηθῇ τὴν προσεχῆ Δευτέραν. xyxy=(27,1034,197,1070)
section-heading: ΝΕΑ ΕΚΠΝΕΥΣΙΣ xyxy=(1337,1053,1439,1069)
article xyxy=(27,1677,197,1882)
article-text: ΡΩΜΗ, 10. (Ἀσ. Πρές.). — Ὁ κ. Χάρριμαν ἔφθασεν εἰς τὴν Ῥώμην. xyxy=(1253,1236,1515,1248)
article-text: ΛΟΝΔΙΝΟΝ, 10. (Ρώϋτερ). — Ὁ φορητὸς ῥαδιόφωνος «τρανζίστορ» ἀναστατώνει τὰς ἐπικοινωνίας τῶν ἀεροπλάνων. xyxy=(1050,881,1222,929)
divider xyxy=(27,743,197,744)
article xyxy=(27,25,197,296)
headline: Η ΜΕΤΑΝΑΣΤΕΥΣΙΣ ΤΩΝ ΕΛΛΗΝΩΝ ΕΙΣ ΑΥΣΤΡΑΛΙΑΝ xyxy=(1251,592,1525,624)
section-heading: ΠΡΟΣ ΣΥΜΦΩΝΙΑΝ xyxy=(695,536,813,552)
headline: ΥΠΑΡΧΕΙ ΚΑΙ ΑΛΛΗ «ΟΛΥΜΠΙΑ» ΕΙΣ ΤΑΣ Η. ΠΟΛΙΤΕΙΑΣ xyxy=(478,1085,639,1133)
article-text: ΤΑΝΑΝΑΡΙΒΗ, 10. (Ἀσσ. Πρές.). — Οἱ ἀντιπρόσωποι τῶν ἐξ ὁμάδων τῆς διασκέψεως συνεφώνησαν ἐπὶ τῆς οὐδετεροποιήσεως τῆς περιοχῆς Λεοπολντβίλ. xyxy=(664,331,845,378)
article-columns xyxy=(214,1130,452,1206)
article xyxy=(1243,25,1533,174)
lead-body-left xyxy=(218,318,329,716)
article-text: ΑΘΗΝΑΙ, 10. — Τὴν ἑσπέραν ἀγνώστου ταυτότητος νεαρὸς ἐπετέθη κατὰ νεάνιδος καὶ τὴν ἐρράπισεν. xyxy=(474,1461,643,1496)
divider xyxy=(1243,586,1533,587)
kicker: ΜΕ ΒΛΗΜΑ «ΜΠΟΜΑΡΚ» xyxy=(488,34,628,48)
headline: ΤΗΝ ΠΑΡΑΣΚΕΥΗΝ ΣΥΖΗΤΕΙΤΑΙ ΕΙΣ ΤΗΝ ΒΟΥΛΗΝ ΤΟ ΘΕΜΑ ΤΟΥ ΟΙΚΟΠΕΔΟΥ ΤΟΥ κ. ΚΕΦΑΛΟΓΙΑΝΝΗ xyxy=(28,24,196,102)
divider xyxy=(27,1272,197,1273)
divider xyxy=(1243,1092,1533,1093)
article-text: ΣΕΡΡΑΙ, 10. — Οἱ δήμαρχοι τῆς περιοχῆς ὑπέβαλον νέαν διαμαρτυρίαν πρὸς τὸν στρατηγὸν κ. Δημόπουλον. xyxy=(1243,295,1533,319)
space-col-1 xyxy=(664,1259,845,1449)
article-text: ΒΙΕΝΝΗ, 10. (Ἀσ. Πρές.). — Ἄγνωστος ἐβίασε καὶ ἐφόνευσε νεαρὰν Αὐστριακήν. xyxy=(1243,1163,1533,1187)
article-text: ΒΟΝΝΗ, 10. (Ρώϋτερ). — Ὁ καγκελάριος Ἀντενάουερ ἐτάχθη ὑπὲρ ἑνιαίας συνθήκης εἰρήνης. xyxy=(854,920,1036,956)
headline: ΤΑ ΑΠΟΤΕΛΕΣΜΑΤΑ ΕΚ ΤΗΣ ΑΝΤΑΡΣΙΑΣ ΕΙΣ ΤΗΝ ΑΙΘΙΟΠΙΑΝ xyxy=(475,971,642,1019)
article-col-right xyxy=(338,1433,448,1566)
section-heading: Η ΦΙΛΙΑ ΜΕ ΤΗΝ ΤΟΥΡΚΙΑΝ xyxy=(342,496,443,526)
headline: Ο κ. ΓΚΡΟΜΙΚΟ ΕΠΙΣΤΡΕΦΕΙ ΕΙΣ ΤΗΝ ΜΟΣΧΑΝ xyxy=(219,1400,447,1428)
article xyxy=(469,432,647,687)
article-text: ΚΩΝΠΟΛΙΣ, 10. (Ι.Σ. Ὑπ.). — Κατὰ πληροφορίας ἐκ Διαρβεκίρης, ληστοσυμμορία ἐπετέθη κατὰ χωρίου τῆς περιοχῆς. xyxy=(27,1564,197,1611)
article-text: ΧΟΓΚ ΚΟΓΚ, 10. (Ἀσ. Πρές.). — Κατὰ τὸ ἐπίσημον πρακτορεῖον, οἱ Κινέζοι ἀντάρται θὰ περισταλοῦν. xyxy=(474,756,643,791)
article-text: ΛΙΣΣΑΒΩΝ, 10. (Ἀσ. Πρές.). — Κατὰ πληροφορίας ἐξ ἐπισήμου πηγῆς, ἡ κυβέρνησις ἠρνήθη νὰ παραχωρήσῃ ἄσυλον. xyxy=(27,1399,197,1446)
article-text: ΜΟΣΧΑ, 10. (Ἀσ. Πρές.). — Ἡ ἐκτόξευσις θὰ βραδύνῃ ἀκόμη. xyxy=(854,1258,1036,1281)
column-2 xyxy=(205,20,460,2341)
article-text: ΤΑΝΑΝΑΡΙΒΗ, 10. (Ἀσσ. Πρές.). — Οἱ ἀντιπρόσωποι τῶν ἐξ ὁμάδων τῆς διασκέψεως συνεφώνησαν ἐπὶ τῆς οὐδετεροποιήσεως τῆς περιοχῆς Λεοπολντβίλ. xyxy=(664,383,845,430)
article-text: ΛΑΡΙΣΑ, 10. — Προσφωνῶν εἰς συγκέντρωσιν ὁ στρατηγὸς Γρίβας ἐδήλωσεν ὅτι ἡ ΚΕΑ θὰ ἐπιβάλῃ τὴν τάξιν. xyxy=(214,1307,329,1366)
banner-body-columns xyxy=(664,331,1227,586)
headline: ΒΙΒΛΙΑ ΛΟΓΑΡΙΑΣΜΩΝ ΘΑ ΤΗΡΟΥΝ ΟΙ ΑΓΡΟΤΑΙ xyxy=(32,1675,192,1724)
section-heading: ΝΤΕΝΝΙΣ ΝΗΑΝΤ xyxy=(893,371,997,387)
article-text: ΝΕΑ ΥΟΡΚΗ, 10. (Ρώϋτερ). — Τὸ θεατρικὸν ἔργον τοῦ Ἄρθουρ Μίλλερ εὑρίσκει ἐπιτυχίαν. xyxy=(1243,829,1533,852)
article-text: ΜΕΛΒΟΥΡΝΗ, 10. (Ρώϋτερ). — Ἡ μετανάστευσις Ἑλλήνων εἰς Αὐστραλίαν συνεχίζεται κανονικῶς. xyxy=(1243,726,1533,750)
berlin-col-3 xyxy=(1045,806,1227,1106)
divider xyxy=(214,1214,452,1217)
article-text: ΤΑΛΛΙΝ, Ἐσθονία, 10. (Ἀσοσ. Πρές.). — Ἡ δίκη συνεχίζεται εἰς τὸ δικαστήριον. xyxy=(474,1874,643,1897)
article xyxy=(1243,1200,1533,1249)
article-text: ΛΟΝΔΙΝΟΝ, 10. (Ἀσ. Πρές.). — Αἱ σχέσεις μεταξὺ Ἀνατολῆς καὶ Δύσεως συζητοῦνται. xyxy=(854,879,1036,916)
headline: Ο ΠΡΟΫΠΟΛΟΓΙΣΜΟΣ ΓΕΩΡΓΙΑΣ ΚΤΗΝΟΤΡΟΦΙΑΣ ΚΑΙ ΔΑΣΩΝ xyxy=(35,307,189,371)
headline: Η ΙΑΠΩΝΙΑ ΠΑΡΑΓΕΙ ΜΗΧΑΝΗΜΑΤΑ ΑΝΙΧΝΕΥΣΕΩΣ ΨΕΥΔΟΥΣ xyxy=(1059,1273,1214,1315)
section-heading: ΕΥΡΩΠΑΪΚΗ ΕΝΟΠΟΙΗΣΙΣ xyxy=(1308,857,1467,873)
article-text: Ὁ κ. Γκρομίκο ἀνεχώρησεν ἐκ Νέας Ὑόρκης ἐπιστρέφων εἰς τὴν Μόσχαν. xyxy=(337,1486,448,1533)
article-text: ΠΑΡΙΣΙΟΙ, 10. (Ρώϋτερ). — 100.000 ἐκπαιδευτικοὶ ἀπήργησαν σήμερον ἐν Γαλλίᾳ. xyxy=(474,1630,643,1666)
article xyxy=(1243,332,1533,450)
article-text: Ὁ κ. Βενιζέλος εἰς ἀπάντησιν ἑτέρας ἐρωτήσεως ἀνεφέρθη εἰς τὰς σχέσεις τῆς Ἑλλάδος μετὰ τῶν γειτόνων. xyxy=(337,432,448,491)
article-text: ΛΟΝΔΙΝΟΝ, 10. (Ἀσ. Πρές.). — Ὁ ὑπουργὸς τῶν Ἐξωτερικῶν ἐκάλεσεν εἰς συνομιλίαν τὸν Ῥῶσσον πρεσβευτήν. xyxy=(859,1396,1032,1432)
article-text: ΛΕΥΚΩΣΙΑ, 10. (Ρώϋτερ). — Ὁ βουλευτὴς τῆς ἀριστερᾶς κ. Ποταμίτης ὑπέβαλεν ἐρώτησιν διὰ τὴν ἀνάκλησιν τῶν ἀδειῶν ξένων ῥαδιοσταθμῶν ἐν Κύπρῳ. xyxy=(214,953,329,1024)
divider xyxy=(1243,455,1533,456)
headline: ΝΕΟΣ ΑΜΕΡΙΚΑΝΟΣ ΠΡΕΣΒΥΣ ΔΙΩΡΙΣΘΗ ΕΙΣ ΤΗΝ ΙΤΑΛΙΑΝ xyxy=(487,1692,630,1739)
article xyxy=(27,750,197,969)
divider xyxy=(214,1580,452,1582)
article-text: ΛΟΝΔΙΝΟΝ, 10. (Ἀσ. Πρές.). — Αἱ Δυτικαὶ Δυνάμεις προειδοποιοῦν ὅτι θὰ διατηρήσουν τὰς θέσεις των εἰς τὸ Βερολῖνον. xyxy=(664,846,845,882)
article-columns xyxy=(214,843,452,1030)
article-text: ΒΙΕΝΝΗ, 10. (Ἀσ. Πρές.). — Ἄγνωστος ἐβίασε καὶ ἐφόνευσε νεαρὰν Αὐστριακήν. xyxy=(1243,1135,1533,1158)
article-text: ΑΓΚΥΡΑ, 10. (Ἀσ. Πρές.). — Ὁ στρατηγὸς Γκιουρσὲλ ἐδήλωσεν ὅτι ὅσοι ἐξακολουθοῦν νὰ ὑποστηρίζουν τὸν Μεντερὲς παίζουν μὲ τὴν φωτιάν. xyxy=(214,1130,329,1201)
article xyxy=(27,983,197,1111)
headline: Η ΒΙΒΙΑΝ ΑΝ ΕΚΑΜΕ ΠΑΛΙΝ ΤΗΝ ΕΜΦΑΝΙΣΙΝ ΤΗΣ xyxy=(1272,331,1503,364)
article xyxy=(1243,186,1533,319)
article-text: ΜΠΡΑΖΑΒΙΛ, 10. (Ἀσσ. Πρές.). — Ὁ ἀντιπρόσωπος τῶν Ἡνωμένων Ἐθνῶν ἀνεχώρησε ἀεροπορικῶς. xyxy=(1045,477,1227,513)
article xyxy=(469,1190,647,1378)
article-text: ΛΟΝΔΙΝΟΝ, 10. (Ρώϋτερ). — Ὁ ἀρχιραββῖνος τῆς Μόσχας ἐδήλωσεν ὅτι οἱ Ἑβραῖοι τῆς Ῥωσσίας ἀπολαύουν τῶν αὐτῶν δικαιωμάτων. xyxy=(474,577,643,624)
article-text: ΑΘΗΝΑΙ, 10. — Εἰς ἀπάντησιν ἐρωτήσεων δημοσιογράφων, ὁ ἀρχηγὸς τῆς ἀντιπολιτεύσεως κ. Σοφ. Βενιζέλος ἐδήλωσεν ὅτι οἱ σημερινοὶ ὑπουργοὶ θὰ λογοδοτήσουν διὰ τὸν κακὸν χειρισμὸν τοῦ Κυπριακοῦ. xyxy=(337,529,448,637)
article-text: ΣΤΡΑΣΒΟΥΡΓΟΝ, 10. (Ἀσ. Πρές.). — Αἱ διαπραγματεύσεις διὰ τὴν σύνδεσιν τῆς Ἑλλάδος μὲ τὴν Κοινὴν Ἀγορὰν εὑρίσκονται εἰς τὸ τελικὸν στάδιον. xyxy=(474,1267,643,1314)
continuation-marker xyxy=(218,1433,329,1480)
banner-subheadline-line2: ΣΤΕΛΛΟΥΝ ΔΥΝΑΜΕΙΣ ΕΙΣ ΚΟΓΚΟ xyxy=(750,293,1141,326)
article-text: ΤΑΝΑΝΑΡΙΒΗ, 10. (Ἀσσ. Πρές.). — Οἱ ἀντιπρόσωποι τῶν ἐξ ὁμάδων τῆς διασκέψεως συνεφώνησαν ἐπὶ τῆς οὐδετεροποιήσεως τῆς περιοχῆς Λεοπολντβίλ. xyxy=(854,439,1036,487)
article-text: ΒΟΝΝΗ, 10. (Ρώϋτερ). — Ὁ καγκελάριος Ἀντενάουερ ἐτάχθη ὑπὲρ ἑνιαίας συνθήκης εἰρήνης. xyxy=(664,961,845,996)
article-text: ΑΕΡΟΠΟΡΙΚΗ ΒΑΣΙΣ ΕΓΚΛΙΝ, Φλώριδα, Η.Π.Α. 10 (Ρώϋτερ). — Ἀμερικανικὸν βλῆμα κατέρριψεν ἀεροπλάνον εἰς ὕψος 35.000 ποδῶν. xyxy=(474,158,643,205)
article-text: ΑΘΗΝΑΙ, 10. — Ἡ ΑΤΕ ἀνακοινοῖ ὅτι θὰ ἀναλάβῃ τὴν ἀσφάλισιν τῆς παραγωγῆς τοῦ ἔτους 1961 κατὰ χαλάζης καὶ παγετοῦ. xyxy=(27,661,197,696)
headline: Ο κ. ΧΑΡΡΙΜΑΝ ΕΚΑΜΕΝ ΕΙΣ ΤΗΝ ΡΩΜΗΝ xyxy=(1268,1198,1507,1231)
article-text: ΛΕΟΠΟΛΝΤΒΙΛ, 10. (Ἀσσ. Πρές.). — Ἐπιτυγχάνεται συμφωνία μεταξὺ τῶν ἡγετῶν. xyxy=(664,557,845,580)
article xyxy=(214,1047,452,1206)
article-text: ΑΓΚΥΡΑ, 10. (Ἀσ. Πρές.). — Ὁ στρατηγὸς Γκιουρσὲλ ἐδήλωσεν ὅτι ὅσοι ἐξακολουθοῦν νὰ ὑποστηρίζουν τὸν Μεντερὲς παίζουν μὲ τὴν φωτιάν. xyxy=(337,1130,452,1201)
article-text: ΛΙΣΣΑΒΩΝ, 10. (Ἀσ. Πρές.). — Κατὰ πληροφορίας ἐξ ἐπισήμου πηγῆς, ἡ κυβέρνησις ἠρνήθη νὰ παραχωρήσῃ ἄσυλον. xyxy=(27,1346,197,1393)
